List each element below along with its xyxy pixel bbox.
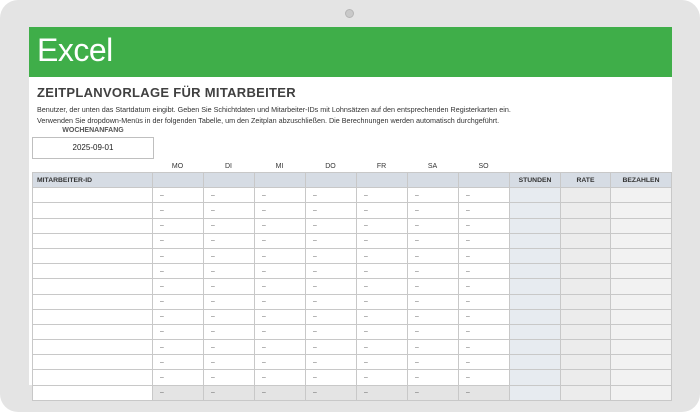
rate-cell: [561, 340, 611, 355]
rate-cell: [561, 370, 611, 385]
shift-cell-mo[interactable]: –: [153, 385, 204, 400]
shift-cell-mi[interactable]: –: [255, 188, 306, 203]
instructions: [37, 105, 511, 126]
shift-cell-mi[interactable]: –: [255, 279, 306, 294]
shift-cell-mi[interactable]: –: [255, 294, 306, 309]
shift-cell-so[interactable]: –: [459, 233, 510, 248]
rate-cell: [561, 203, 611, 218]
table-row: [33, 203, 672, 218]
table-row: [33, 309, 672, 324]
shift-cell-mo[interactable]: –: [153, 218, 204, 233]
shift-cell-mo[interactable]: –: [153, 264, 204, 279]
shift-cell-di[interactable]: –: [204, 370, 255, 385]
day-label-mi: MI: [275, 163, 284, 170]
shift-cell-mi[interactable]: –: [255, 248, 306, 263]
rate-cell: [561, 279, 611, 294]
shift-cell-di[interactable]: –: [204, 355, 255, 370]
shift-cell-fr[interactable]: –: [357, 324, 408, 339]
app-banner: [29, 27, 672, 77]
shift-cell-do[interactable]: –: [306, 203, 357, 218]
shift-cell-do[interactable]: –: [306, 233, 357, 248]
table-row: [33, 264, 672, 279]
employee-id-cell[interactable]: [33, 233, 153, 248]
shift-cell-do[interactable]: –: [306, 279, 357, 294]
shift-cell-di[interactable]: –: [204, 248, 255, 263]
shift-cell-sa[interactable]: –: [408, 370, 459, 385]
shift-cell-mo[interactable]: –: [153, 203, 204, 218]
day-label-sa: SA: [427, 163, 438, 170]
shift-cell-so[interactable]: –: [459, 264, 510, 279]
rate-cell: [561, 233, 611, 248]
instruction-line-2: Verwenden Sie dropdown-Menüs in der folgenden Tabelle, um den Zeitplan abzuschließen. Die Berechnungen werden automatisch durchgeführt.: [37, 115, 500, 125]
shift-cell-fr[interactable]: –: [357, 203, 408, 218]
hours-cell: [510, 355, 561, 370]
shift-cell-sa[interactable]: –: [408, 355, 459, 370]
table-row: [33, 188, 672, 203]
hours-cell: [510, 324, 561, 339]
hours-cell: [510, 233, 561, 248]
col-header-employee-id: MITARBEITER-ID: [33, 173, 153, 188]
rate-cell: [561, 294, 611, 309]
day-label-mo: MO: [171, 163, 184, 170]
shift-cell-so[interactable]: –: [459, 355, 510, 370]
shift-cell-so[interactable]: –: [459, 218, 510, 233]
table-row: [33, 355, 672, 370]
shift-cell-fr[interactable]: –: [357, 294, 408, 309]
shift-cell-mi[interactable]: –: [255, 203, 306, 218]
shift-cell-sa[interactable]: –: [408, 233, 459, 248]
shift-cell-do[interactable]: –: [306, 294, 357, 309]
shift-cell-mi[interactable]: –: [255, 309, 306, 324]
table-row: [33, 340, 672, 355]
shift-cell-so[interactable]: –: [459, 370, 510, 385]
shift-cell-fr[interactable]: –: [357, 355, 408, 370]
pay-cell: [611, 264, 672, 279]
pay-cell: [611, 248, 672, 263]
hours-cell: [510, 264, 561, 279]
col-header-mo: [153, 173, 204, 188]
shift-cell-mo[interactable]: –: [153, 279, 204, 294]
employee-id-cell[interactable]: [33, 340, 153, 355]
shift-cell-mo[interactable]: –: [153, 233, 204, 248]
instruction-line-1: Benutzer, der unten das Startdatum eingibt. Geben Sie Schichtdaten und Mitarbeiter-IDs mit Lohnsätzen auf den entsprechenden Registerkarten ein.: [37, 105, 511, 114]
day-label-di: DI: [225, 163, 232, 170]
col-header-pay: BEZAHLEN: [611, 173, 672, 188]
pay-cell: [611, 385, 672, 400]
hours-cell: [510, 294, 561, 309]
employee-id-cell[interactable]: [33, 355, 153, 370]
shift-cell-mi[interactable]: –: [255, 324, 306, 339]
shift-cell-mo[interactable]: –: [153, 309, 204, 324]
rate-cell: [561, 248, 611, 263]
shift-cell-di[interactable]: –: [204, 340, 255, 355]
shift-cell-do[interactable]: –: [306, 248, 357, 263]
table-row: [33, 370, 672, 385]
day-label-fr: FR: [376, 163, 387, 170]
sheet-title: ZEITPLANVORLAGE FÜR MITARBEITER: [37, 85, 296, 100]
pay-cell: [611, 279, 672, 294]
app-name: Excel: [37, 32, 113, 68]
rate-cell: [561, 324, 611, 339]
shift-cell-mi[interactable]: –: [255, 340, 306, 355]
hours-cell: [510, 279, 561, 294]
pay-cell: [611, 233, 672, 248]
employee-id-cell[interactable]: [33, 279, 153, 294]
table-row: [33, 233, 672, 248]
shift-cell-mi[interactable]: –: [255, 370, 306, 385]
rate-cell: [561, 309, 611, 324]
shift-cell-mo[interactable]: –: [153, 248, 204, 263]
rate-cell: [561, 355, 611, 370]
col-header-mi: [255, 173, 306, 188]
employee-id-cell[interactable]: [33, 203, 153, 218]
hours-cell: [510, 188, 561, 203]
table-row: [33, 385, 672, 400]
hours-cell: [510, 218, 561, 233]
col-header-di: [204, 173, 255, 188]
shift-cell-mo[interactable]: –: [153, 355, 204, 370]
shift-cell-sa[interactable]: –: [408, 294, 459, 309]
shift-cell-sa[interactable]: –: [408, 188, 459, 203]
employee-id-cell[interactable]: [33, 248, 153, 263]
col-header-so: [459, 173, 510, 188]
employee-id-cell[interactable]: [33, 188, 153, 203]
col-header-fr: [357, 173, 408, 188]
hours-cell: [510, 203, 561, 218]
shift-cell-di[interactable]: –: [204, 309, 255, 324]
shift-cell-sa[interactable]: –: [408, 279, 459, 294]
pay-cell: [611, 218, 672, 233]
shift-cell-do[interactable]: –: [306, 188, 357, 203]
shift-cell-mi[interactable]: –: [255, 385, 306, 400]
day-label-so: SO: [478, 163, 489, 170]
shift-cell-mi[interactable]: –: [255, 355, 306, 370]
shift-cell-fr[interactable]: –: [357, 233, 408, 248]
shift-cell-fr[interactable]: –: [357, 385, 408, 400]
shift-cell-mi[interactable]: –: [255, 218, 306, 233]
shift-cell-di[interactable]: –: [204, 233, 255, 248]
shift-cell-mo[interactable]: –: [153, 294, 204, 309]
shift-cell-sa[interactable]: –: [408, 324, 459, 339]
shift-cell-fr[interactable]: –: [357, 264, 408, 279]
employee-id-cell[interactable]: [33, 324, 153, 339]
pay-cell: [611, 324, 672, 339]
shift-cell-so[interactable]: –: [459, 279, 510, 294]
table-row: [33, 279, 672, 294]
pay-cell: [611, 340, 672, 355]
shift-cell-sa[interactable]: –: [408, 203, 459, 218]
rate-cell: [561, 385, 611, 400]
col-header-rate: RATE: [561, 173, 611, 188]
shift-cell-fr[interactable]: –: [357, 279, 408, 294]
shift-cell-di[interactable]: –: [204, 203, 255, 218]
shift-cell-fr[interactable]: –: [357, 218, 408, 233]
shift-cell-so[interactable]: –: [459, 385, 510, 400]
employee-id-cell[interactable]: [33, 264, 153, 279]
shift-cell-mo[interactable]: –: [153, 370, 204, 385]
shift-cell-mi[interactable]: –: [255, 233, 306, 248]
shift-cell-sa[interactable]: –: [408, 340, 459, 355]
week-start-input[interactable]: 2025-09-01: [32, 137, 154, 159]
day-label-do: DO: [325, 163, 336, 170]
col-header-do: [306, 173, 357, 188]
table-row: [33, 294, 672, 309]
employee-id-cell[interactable]: [33, 294, 153, 309]
shift-cell-di[interactable]: –: [204, 385, 255, 400]
col-header-sa: [408, 173, 459, 188]
shift-cell-di[interactable]: –: [204, 264, 255, 279]
pay-cell: [611, 309, 672, 324]
shift-cell-do[interactable]: –: [306, 370, 357, 385]
shift-cell-di[interactable]: –: [204, 218, 255, 233]
employee-id-cell[interactable]: [33, 385, 153, 400]
table-row: [33, 324, 672, 339]
shift-cell-sa[interactable]: –: [408, 218, 459, 233]
shift-cell-di[interactable]: –: [204, 294, 255, 309]
employee-id-cell[interactable]: [33, 218, 153, 233]
spreadsheet-screen: [29, 27, 672, 397]
shift-cell-fr[interactable]: –: [357, 248, 408, 263]
rate-cell: [561, 264, 611, 279]
shift-cell-mo[interactable]: –: [153, 188, 204, 203]
rate-cell: [561, 218, 611, 233]
hours-cell: [510, 309, 561, 324]
shift-cell-do[interactable]: –: [306, 385, 357, 400]
shift-cell-mo[interactable]: –: [153, 324, 204, 339]
shift-cell-so[interactable]: –: [459, 294, 510, 309]
shift-cell-do[interactable]: –: [306, 340, 357, 355]
shift-cell-so[interactable]: –: [459, 340, 510, 355]
rate-cell: [561, 188, 611, 203]
employee-id-cell[interactable]: [33, 309, 153, 324]
shift-cell-do[interactable]: –: [306, 355, 357, 370]
schedule-table: [32, 172, 672, 401]
shift-cell-so[interactable]: –: [459, 188, 510, 203]
shift-cell-fr[interactable]: –: [357, 340, 408, 355]
hours-cell: [510, 340, 561, 355]
camera-dot: [345, 9, 354, 18]
shift-cell-do[interactable]: –: [306, 309, 357, 324]
pay-cell: [611, 355, 672, 370]
shift-cell-sa[interactable]: –: [408, 264, 459, 279]
shift-cell-so[interactable]: –: [459, 309, 510, 324]
shift-cell-do[interactable]: –: [306, 264, 357, 279]
shift-cell-di[interactable]: –: [204, 324, 255, 339]
shift-cell-di[interactable]: –: [204, 188, 255, 203]
shift-cell-fr[interactable]: –: [357, 370, 408, 385]
shift-cell-do[interactable]: –: [306, 218, 357, 233]
hours-cell: [510, 248, 561, 263]
pay-cell: [611, 203, 672, 218]
shift-cell-do[interactable]: –: [306, 324, 357, 339]
shift-cell-di[interactable]: –: [204, 279, 255, 294]
shift-cell-sa[interactable]: –: [408, 385, 459, 400]
employee-id-cell[interactable]: [33, 370, 153, 385]
shift-cell-fr[interactable]: –: [357, 309, 408, 324]
shift-cell-sa[interactable]: –: [408, 248, 459, 263]
week-start-label: WOCHENANFANG: [62, 127, 124, 134]
shift-cell-so[interactable]: –: [459, 203, 510, 218]
pay-cell: [611, 370, 672, 385]
table-row: [33, 218, 672, 233]
shift-cell-so[interactable]: –: [459, 248, 510, 263]
table-row: [33, 248, 672, 263]
pay-cell: [611, 294, 672, 309]
hours-cell: [510, 385, 561, 400]
pay-cell: [611, 188, 672, 203]
shift-cell-mi[interactable]: –: [255, 264, 306, 279]
shift-cell-so[interactable]: –: [459, 324, 510, 339]
shift-cell-sa[interactable]: –: [408, 309, 459, 324]
shift-cell-mo[interactable]: –: [153, 340, 204, 355]
shift-cell-fr[interactable]: –: [357, 188, 408, 203]
hours-cell: [510, 370, 561, 385]
col-header-hours: STUNDEN: [510, 173, 561, 188]
